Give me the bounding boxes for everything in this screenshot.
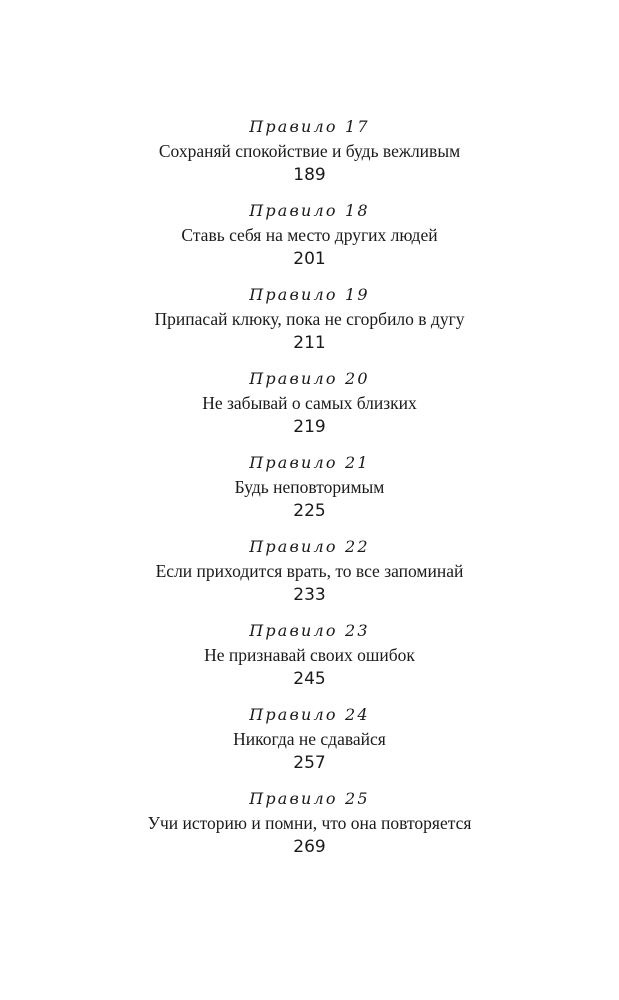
rule-label: Правило 22 bbox=[249, 537, 370, 556]
page-number: 201 bbox=[293, 249, 326, 269]
page-number: 219 bbox=[293, 417, 326, 437]
table-of-contents bbox=[0, 115, 619, 871]
rule-title: Ставь себя на место других людей bbox=[181, 225, 438, 245]
rule-title: Если приходится врать, то все запоминай bbox=[155, 561, 464, 581]
toc-entry-rule-19[interactable] bbox=[0, 283, 619, 367]
page-number: 225 bbox=[293, 501, 326, 521]
toc-entry-rule-22[interactable] bbox=[0, 535, 619, 619]
rule-title: Не признавай своих ошибок bbox=[204, 645, 415, 665]
rule-label: Правило 24 bbox=[249, 705, 370, 724]
toc-entry-rule-20[interactable] bbox=[0, 367, 619, 451]
page-number: 245 bbox=[293, 669, 326, 689]
toc-entry-rule-25[interactable] bbox=[0, 787, 619, 871]
toc-entry-rule-23[interactable] bbox=[0, 619, 619, 703]
rule-title: Никогда не сдавайся bbox=[233, 729, 386, 749]
rule-label: Правило 17 bbox=[249, 117, 370, 136]
page-number: 211 bbox=[293, 333, 326, 353]
toc-entry-rule-21[interactable] bbox=[0, 451, 619, 535]
toc-entry-rule-24[interactable] bbox=[0, 703, 619, 787]
rule-label: Правило 19 bbox=[249, 285, 370, 304]
rule-label: Правило 23 bbox=[249, 621, 370, 640]
rule-label: Правило 21 bbox=[249, 453, 370, 472]
page-number: 189 bbox=[293, 165, 326, 185]
rule-title: Не забывай о самых близких bbox=[202, 393, 417, 413]
rule-title: Будь неповторимым bbox=[234, 477, 385, 497]
rule-label: Правило 18 bbox=[249, 201, 370, 220]
page-number: 257 bbox=[293, 753, 326, 773]
page-number: 269 bbox=[293, 837, 326, 857]
rule-label: Правило 20 bbox=[249, 369, 370, 388]
toc-entry-rule-17[interactable] bbox=[0, 115, 619, 199]
rule-title: Припасай клюку, пока не сгорбило в дугу bbox=[154, 309, 465, 329]
page-number: 233 bbox=[293, 585, 326, 605]
rule-label: Правило 25 bbox=[249, 789, 370, 808]
toc-entry-rule-18[interactable] bbox=[0, 199, 619, 283]
rule-title: Сохраняй спокойствие и будь вежливым bbox=[158, 141, 461, 161]
rule-title: Учи историю и помни, что она повторяется bbox=[147, 813, 472, 833]
